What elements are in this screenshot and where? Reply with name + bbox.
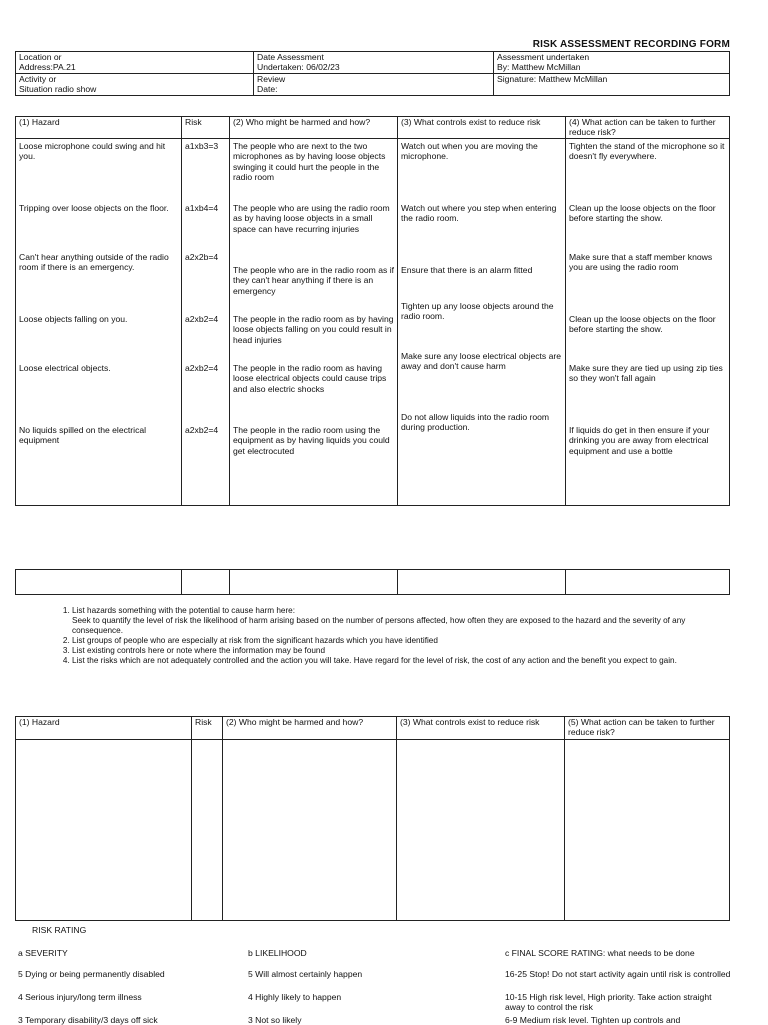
hazard-text: No liquids spilled on the electrical equipment	[19, 425, 147, 446]
who-text: The people who are in the radio room as if they can't hear anything if there is an emergency	[233, 265, 394, 296]
risk-column	[182, 139, 230, 506]
header-risk: Risk	[192, 717, 223, 740]
date-cell	[254, 52, 494, 74]
review-label: Review	[257, 73, 286, 84]
final-score-item: 10-15 High risk level, High priority. Take action straight away to control the risk	[505, 992, 712, 1013]
assessor-value: By: Matthew McMillan	[497, 62, 581, 73]
header-hazard: (1) Hazard	[16, 717, 192, 740]
empty-action-cell[interactable]	[565, 740, 730, 921]
activity-cell	[16, 73, 254, 95]
action-text: Make sure that a staff member knows you are using the radio room	[569, 252, 713, 273]
header-risk: Risk	[182, 117, 230, 139]
risk-score: a2xb2=4	[185, 314, 219, 324]
instruction-item: 2. List groups of people who are especially at risk from the significant hazards which you have identified	[72, 636, 732, 646]
blank-risk-table	[15, 716, 730, 921]
empty-who-cell[interactable]	[223, 740, 397, 921]
location-value: Address:PA.21	[19, 62, 76, 73]
signature-value: Signature: Matthew McMillan	[497, 73, 608, 84]
review-cell	[254, 73, 494, 95]
header-action: (4) What action can be taken to further reduce risk?	[566, 117, 730, 139]
controls-text: Tighten up any loose objects around the radio room.	[401, 301, 554, 322]
severity-item: 4 Serious injury/long term illness	[18, 992, 142, 1002]
final-score-title: c FINAL SCORE RATING: what needs to be done	[505, 948, 695, 958]
blank-cell[interactable]	[566, 570, 730, 595]
severity-item: 3 Temporary disability/3 days off sick	[18, 1015, 158, 1025]
action-text: If liquids do get in then ensure if your drinking you are away from electrical equipment and use a bottle	[569, 425, 710, 456]
final-score-item: 6-9 Medium risk level. Tighten up controls and	[505, 1015, 681, 1025]
risk-score: a2x2b=4	[185, 252, 219, 262]
header-table	[15, 51, 730, 96]
instruction-item: 3. List existing controls here or note where the information may be found	[72, 646, 732, 656]
controls-text: Watch out where you step when entering the radio room.	[401, 203, 557, 224]
form-title: RISK ASSESSMENT RECORDING FORM	[532, 39, 730, 50]
who-text: The people who are using the radio room as by having loose objects in a small space can have recurring injuries	[233, 203, 390, 234]
controls-text: Do not allow liquids into the radio room during production.	[401, 412, 550, 433]
header-action: (5) What action can be taken to further reduce risk?	[565, 717, 730, 740]
severity-item: 5 Dying or being permanently disabled	[18, 969, 165, 979]
who-text: The people in the radio room as by having loose objects falling on you could result in head injuries	[233, 314, 394, 345]
empty-hazard-cell[interactable]	[16, 740, 192, 921]
instruction-subtext: Seek to quantify the level of risk the likelihood of harm arising based on the number of persons affected, how often they are exposed to the hazard and the severity of any consequence.	[72, 616, 686, 635]
controls-text: Watch out when you are moving the microphone.	[401, 141, 538, 162]
hazard-text: Loose electrical objects.	[19, 363, 111, 373]
action-text: Clean up the loose objects on the floor before starting the show.	[569, 314, 716, 335]
location-label: Location or	[19, 52, 62, 62]
action-text: Make sure they are tied up using zip ties so they won't fall again	[569, 363, 723, 384]
blank-cell[interactable]	[398, 570, 566, 595]
instruction-item	[72, 606, 732, 636]
action-column	[566, 139, 730, 506]
hazard-text: Loose microphone could swing and hit you.	[19, 141, 166, 162]
who-text: The people in the radio room as having loose electrical objects could cause trips and also electric shocks	[233, 363, 387, 394]
header-controls: (3) What controls exist to reduce risk	[397, 717, 565, 740]
hazard-column	[16, 139, 182, 506]
who-text: The people in the radio room using the equipment as by having liquids you could get electrocuted	[233, 425, 390, 456]
hazard-text: Can't hear anything outside of the radio room if there is an emergency.	[19, 252, 169, 273]
main-risk-table	[15, 116, 730, 506]
header-hazard: (1) Hazard	[16, 117, 182, 139]
likelihood-item: 5 Will almost certainly happen	[248, 969, 363, 979]
risk-rating-title: RISK RATING	[32, 925, 87, 935]
date-value: Undertaken: 06/02/23	[257, 62, 340, 73]
blank-cell[interactable]	[230, 570, 398, 595]
action-text: Tighten the stand of the microphone so it doesn't fly everywhere.	[569, 141, 725, 162]
header-controls: (3) What controls exist to reduce risk	[398, 117, 566, 139]
likelihood-item: 3 Not so likely	[248, 1015, 302, 1025]
assessor-label: Assessment undertaken	[497, 52, 590, 62]
header-who: (2) Who might be harmed and how?	[223, 717, 397, 740]
instruction-item: 4. List the risks which are not adequately controlled and the action you will take. Have regard for the level of risk, the cost of any action and the benefit you expect to gain.	[72, 656, 732, 666]
header-who: (2) Who might be harmed and how?	[230, 117, 398, 139]
likelihood-title: b LIKELIHOOD	[248, 948, 307, 958]
risk-score: a1xb3=3	[185, 141, 219, 151]
empty-controls-cell[interactable]	[397, 740, 565, 921]
who-column	[230, 139, 398, 506]
controls-text: Ensure that there is an alarm fitted	[401, 265, 533, 275]
hazard-text: Loose objects falling on you.	[19, 314, 128, 324]
likelihood-item: 4 Highly likely to happen	[248, 992, 342, 1002]
activity-value: Situation radio show	[19, 84, 97, 95]
controls-text: Make sure any loose electrical objects are away and don't cause harm	[401, 351, 562, 372]
activity-label: Activity or	[19, 73, 57, 84]
risk-score: a2xb2=4	[185, 425, 219, 435]
who-text: The people who are next to the two microphones as by having loose objects swinging it could hurt the people in the radio room	[233, 141, 386, 183]
blank-cell[interactable]	[16, 570, 182, 595]
assessor-cell	[494, 52, 730, 74]
controls-column	[398, 139, 566, 506]
signature-cell	[494, 73, 730, 95]
hazard-text: Tripping over loose objects on the floor.	[19, 203, 169, 213]
instruction-text: List hazards something with the potential to cause harm here:	[72, 606, 296, 615]
risk-score: a2xb2=4	[185, 363, 219, 373]
empty-risk-cell[interactable]	[192, 740, 223, 921]
review-value: Date:	[257, 84, 278, 95]
severity-title: a SEVERITY	[18, 948, 68, 958]
final-score-item: 16-25 Stop! Do not start activity again until risk is controlled	[505, 969, 731, 979]
blank-cell[interactable]	[182, 570, 230, 595]
location-cell	[16, 52, 254, 74]
date-label: Date Assessment	[257, 52, 324, 62]
instructions-list	[52, 606, 732, 666]
action-text: Clean up the loose objects on the floor before starting the show.	[569, 203, 716, 224]
risk-score: a1xb4=4	[185, 203, 219, 213]
blank-row-table	[15, 569, 730, 595]
